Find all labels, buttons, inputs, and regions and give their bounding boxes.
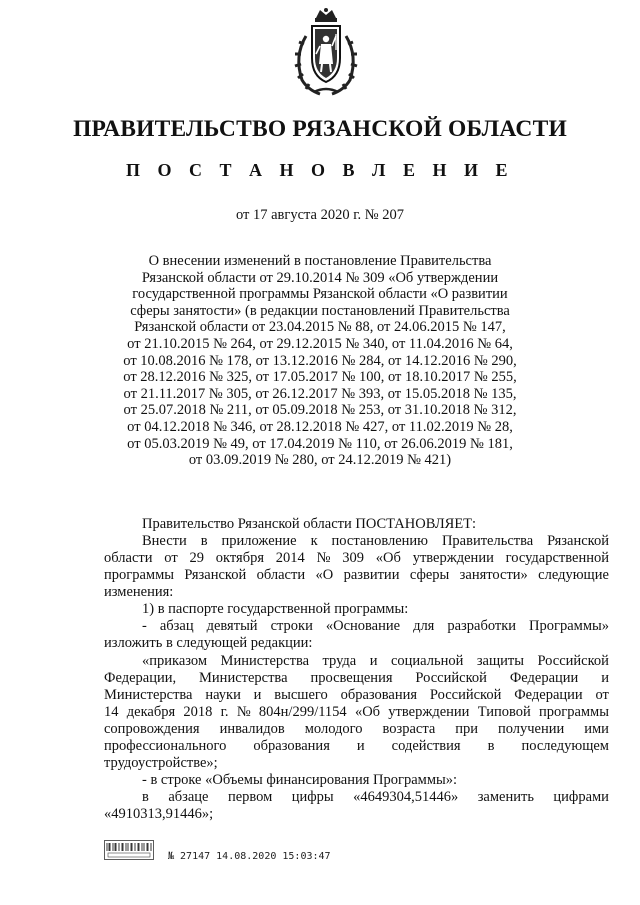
word: утверждении [388,704,470,720]
word: строки [270,618,313,634]
word: «Об [354,704,381,720]
word: 2014 [275,550,305,566]
word: «приказом [142,653,208,669]
word: труда [322,653,357,669]
word: первом [227,789,273,805]
word: 2018 [183,704,213,720]
word: № [236,704,251,720]
word: сопровождения [104,721,200,737]
body-line [104,738,609,755]
word: абзац [159,618,194,634]
document-subject [100,253,540,469]
word: «4649304,51446» [353,789,459,805]
word: в [487,738,495,754]
word: Типовой [477,704,531,720]
body-line: трудоустройстве»; [104,755,218,771]
word: «О [315,567,334,583]
subject-line: Рязанской области от 23.04.2015 № 88, от 24.06.2015 № 147, [134,319,506,336]
subject-line: от 28.12.2016 № 325, от 17.05.2017 № 100, от 18.10.2017 № 255, [123,369,517,386]
word: в [142,789,149,805]
word: инвалидов [219,721,285,737]
word: и [253,687,262,703]
word: программы [104,567,174,583]
word: образования [253,738,330,754]
body-line [104,704,609,721]
body-line: изложить в следующей редакции: [104,635,313,651]
word: области [104,550,153,566]
word: Программы» [529,618,609,634]
word: и [601,670,609,686]
word: ими [584,721,609,737]
word: Министерства [220,653,310,669]
word: защиты [476,653,524,669]
word: профессионального [104,738,227,754]
word: разработки [447,618,517,634]
word: 804н/299/1154 [258,704,347,720]
word: получении [497,721,565,737]
word: и [369,653,378,669]
word: цифры [291,789,334,805]
word: Федерации [509,670,579,686]
word: Российской [415,670,487,686]
word: 14 [104,704,119,720]
body-line [142,789,609,806]
body-line [104,567,609,584]
subject-line: государственной программы Рязанской области «О развитии [132,286,508,303]
word: - [142,618,147,634]
date-and-number: от 17 августа 2020 г. № 207 [235,207,405,223]
word: декабря [126,704,176,720]
word: просвещения [310,670,393,686]
subject-line: от 03.09.2019 № 280, от 24.12.2019 № 421) [188,452,452,469]
word: молодого [304,721,363,737]
word: «Об [375,550,401,566]
word: области [256,567,306,583]
word: приложение [221,533,297,549]
word: Министерства [199,670,288,686]
word: при [455,721,478,737]
word: № [316,550,331,566]
word: следующие [538,567,609,583]
word: 29 [189,550,204,566]
word: программы [538,704,609,720]
word: абзаце [168,789,209,805]
body-line: - в строке «Объемы финансирования Программы»: [142,772,458,788]
word: цифрами [553,789,609,805]
word: последующем [521,738,609,754]
subject-line: от 05.03.2019 № 49, от 17.04.2019 № 110, от 26.06.2019 № 181, [127,435,513,452]
subject-line: от 21.11.2017 № 305, от 26.12.2017 № 393, от 15.05.2018 № 135, [123,385,517,402]
word: Российской [429,687,502,703]
word: от [595,687,609,703]
subject-line: от 04.12.2018 № 346, от 28.12.2018 № 427, от 11.02.2019 № 28, [127,418,513,435]
word: Российской [537,653,609,669]
word: г. [220,704,229,720]
word: девятый [206,618,258,634]
subject-line: от 10.08.2016 № 178, от 13.12.2016 № 284, от 14.12.2016 № 290, [123,352,517,369]
word: государственной [505,550,609,566]
word: Правительства [441,533,534,549]
subject-line: О внесении изменений в постановление Правительства [148,253,492,269]
body-line [104,687,609,704]
word: постановлению [331,533,428,549]
word: занятости» [459,567,528,583]
subject-line: от 21.10.2015 № 264, от 29.12.2015 № 340, от 11.04.2016 № 64, [127,335,513,352]
body-line: изменения: [104,584,174,600]
word: содействия [391,738,461,754]
document-type-heading: П О С Т А Н О В Л Е Н И Е [126,160,514,180]
word: образования [340,687,418,703]
body-line [104,550,609,567]
word: Внести [142,533,187,549]
word: в [200,533,208,549]
word: «Основание [325,618,401,634]
word: сферы [409,567,450,583]
body-line [142,653,609,670]
barcode-stamp [104,840,154,860]
word: к [310,533,318,549]
coat-of-arms-emblem [290,6,362,98]
word: Министерства [104,687,193,703]
word: высшего [274,687,328,703]
word: социальной [390,653,464,669]
organization-title: ПРАВИТЕЛЬСТВО РЯЗАНСКОЙ ОБЛАСТИ [73,116,567,142]
word: заменить [477,789,534,805]
word: и [356,738,365,754]
word: октября [215,550,264,566]
subject-line: сферы занятости» (в редакции постановлений Правительства [130,302,510,319]
word: науки [205,687,241,703]
word: Федерации, [104,670,177,686]
word: Рязанской [547,533,609,549]
body-line: 1) в паспорте государственной программы: [142,601,409,617]
body-line [142,618,609,635]
body-line: «4910313,91446»; [104,806,214,822]
subject-line: от 25.07.2018 № 211, от 05.09.2018 № 253, от 31.10.2018 № 312, [123,402,517,419]
word: Федерации [514,687,583,703]
registration-number: № 27147 14.08.2020 15:03:47 [168,851,331,862]
word: Рязанской [184,567,247,583]
body-line [142,533,609,550]
subject-line: Рязанской области от 29.10.2014 № 309 «Об утверждении [141,269,499,286]
word: 309 [342,550,364,566]
word: утверждении [412,550,494,566]
word: развитии [343,567,400,583]
body-line: Правительство Рязанской области ПОСТАНОВЛЯЕТ: [142,516,477,532]
word: для [413,618,435,634]
word: возраста [382,721,436,737]
word: от [164,550,178,566]
body-line [104,670,609,687]
body-line [104,721,609,738]
